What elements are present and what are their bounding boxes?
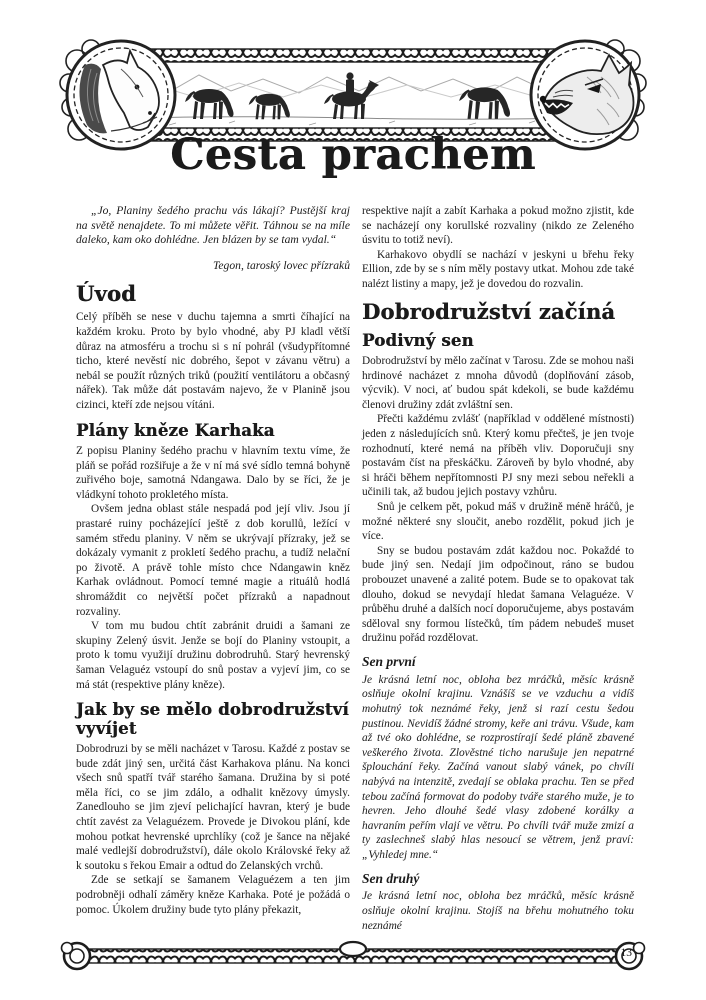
footer-ornament-border bbox=[59, 940, 647, 974]
dream-text-paragraph: Je krásná letní noc, obloha bez mráčků, měsíc krásně oslňuje okolní krajinu. Vznášíš se ve vzduchu a vidíš mohutný tok neznámé řeky, jenž si razí cestu šedou pustinou. Nevidíš žádné stromy, keře ani trávu. Všude, kam až tvé oko dohlédne, se rozprostírají šedé pláně zbavené veškerého života. Zlověstné ticho narušuje jen nepatrné šplouchání řeky. Začíná vanout slabý vánek, po chvíli nabývá na intenzitě, zvedají se oblaka prachu. Ten se před tebou začíná formovat do podoby tváře starého muže, je to hevren. Jeho dlouhé šedé vlasy zdobené korálky a havraním peřím vlají ve větru. Po chvíli tvář muže zmizí a ty zaslechneš slabý hlas nesoucí se větrem, jenž praví: „Vyhledej mne.“ bbox=[362, 673, 634, 861]
right-column bbox=[362, 204, 634, 933]
paragraph: Snů je celkem pět, pokud máš v družině méně hráčů, je možné některé sny sloučit, anebo rozdělit, pokud jich je více. bbox=[362, 501, 634, 543]
paragraph: Karhakovo obydlí se nachází v jeskyni u břehu řeky Ellion, zde by se s ním měly postavy utkat. Mohou zde také nalézt listiny a mapy, jež je dovedou do rozvalin. bbox=[362, 248, 634, 290]
paragraph: Dobrodruzi by se měli nacházet v Tarosu. Každé z postav se bude zdát jiný sen, určitá část Karhakova plánu. Na konci všech snů spatří tvář starého šamana. Družina by si poté měla říci, co se jim zdálo, a odhalit knězovy úmysly. Zanedlouho se jim zjeví pelichající havran, který je bude chtít zavést za Velaguézem. Provede je Divokou plání, kde mohou potkat hevrenské uprchlíky (což je šance na nějaké malé vedlejší dobrodružství), dále okolo Královské řeky až k soutoku s řekou Emair a odtud do Zelanských vrchů. bbox=[76, 743, 350, 872]
paragraph: Zde se setkají se šamanem Velaguézem a ten jim podrobněji odhalí záměry kněze Karhaka. Poté je požádá o pomoc. Úkolem družiny bude tyto plány překazit, bbox=[76, 874, 350, 916]
section-heading-sen-druhy: Sen druhý bbox=[362, 870, 420, 886]
paragraph: Ovšem jedna oblast stále nespadá pod její vliv. Jsou jí prastaré ruiny pocházející ještě z dob korullů, ležící v samém středu planiny. V něm se ukrývají přízraky, jež se dokázaly vymanit z prokletí šedého prachu, a tudíž nelační po životě. A právě tohle místo chce Ndangawin kněz Karhak ovládnout. Pomocí temné magie a rituálů hodlá shromáždit co největší počet přízraků a napadnout rozvaliny. bbox=[76, 503, 350, 618]
page-title: Cesta prachem bbox=[170, 130, 536, 180]
paragraph: V tom mu budou chtít zabránit druidi a šamani ze skupiny Zelený úsvit. Jenže se bojí do Planiny vstoupit, a proto k tomu využijí družinu dobrodruhů. Starý hevrenský šaman Velaguéz vstoupí do snů postav a vyjeví jim, co se má stát (respektive plány kněze). bbox=[76, 620, 350, 691]
epigraph-attribution: Tegon, taroský lovec přízraků bbox=[213, 258, 350, 272]
dream-text-paragraph: Je krásná letní noc, obloha bez mráčků, měsíc krásně oslňuje okolní krajinu. Stojíš na břehu mohutného toku neznámé bbox=[362, 890, 634, 932]
section-heading-dobrodruzstvi-zacina: Dobrodružství začíná bbox=[362, 298, 616, 324]
left-column bbox=[76, 204, 350, 917]
section-heading-uvod: Úvod bbox=[76, 281, 137, 307]
paragraph: Z popisu Planiny šedého prachu v hlavním textu víme, že pláň se pořád rozšiřuje a že v ní má své sídlo temná bohyně zuřivého boje, samotná Ndangawa. Dalo by se říci, že je vládkyní tohoto prokletého místa. bbox=[76, 445, 350, 501]
page-number: 13 bbox=[620, 947, 632, 959]
epigraph-quote: „Jo, Planiny šedého prachu vás lákají? Pustější kraj na světě nenajdete. To mi můžete věřit. Táhnou se na míle daleko, kam oko dohlédne. Jen blázen by se tam vydal.“ bbox=[76, 204, 350, 247]
section-heading-plany-kneze-karhaka: Plány kněze Karhaka bbox=[76, 420, 275, 440]
paragraph: Sny se budou postavám zdát každou noc. Pokaždé to bude jiný sen. Nedají jim odpočinout, ráno se budou probouzet unavené a zalité potem. Bude se to opakovat tak dlouho, dokud se nevydají hledat šamana Velaguéze. V průběhu druhé a dalších nocí doporučujeme, abys postavám sděloval sny formou lístečků, tím pádem nebudeš muset družinu pořád rozdělovat. bbox=[362, 544, 634, 645]
paragraph: Přečti každému zvlášť (například v oddělené místnosti) jeden z následujících snů. Který komu přečteš, je jen tvoje rozhodnutí, které nemá na příběh vliv. Doporučuji sny postavám číst na přeskáčku. Zároveň by bylo vhodné, aby si hráči během nepřítomnosti PJ sny mezi sebou neřekli a učinili tak, až budou jejich postavy vzhůru. bbox=[362, 413, 634, 499]
braided-rope-border-icon bbox=[59, 940, 647, 974]
section-heading-sen-prvni: Sen první bbox=[362, 653, 416, 669]
paragraph: respektive najít a zabít Karhaka a pokud možno zjistit, kde se nacházejí ony korullské rozvaliny (nikdo ze Zeleného úsvitu to totiž neví). bbox=[362, 205, 634, 247]
section-heading-jak-by-se-melo: Jak by se mělo dobrodružství vyvíjet bbox=[76, 700, 349, 738]
paragraph: Dobrodružství by mělo začínat v Tarosu. Zde se mohou naši hrdinové nacházet z mnoha důvodů (doplňování zásob, výcvik). V noci, ať budou spát kdekoli, se bude každému členovi družiny zdát zvláštní sen. bbox=[362, 355, 634, 411]
section-heading-podivny-sen: Podivný sen bbox=[362, 330, 474, 350]
horses-scene-illustration bbox=[107, 49, 599, 141]
paragraph: Celý příběh se nese v duchu tajemna a smrti číhající na každém kroku. Proto by bylo vhodné, aby PJ kladl větší důraz na atmosféru a trochu si s ní pohrál (všudypřítomné ticho, které nevěstí nic dobrého, šepot v závanu větru) a nebál se použít různých triků (použití ventilátoru a občasný nářek). Tak může dát postavám najevo, že v Planině jsou cizinci, kteří zde nejsou vítáni. bbox=[76, 311, 350, 411]
